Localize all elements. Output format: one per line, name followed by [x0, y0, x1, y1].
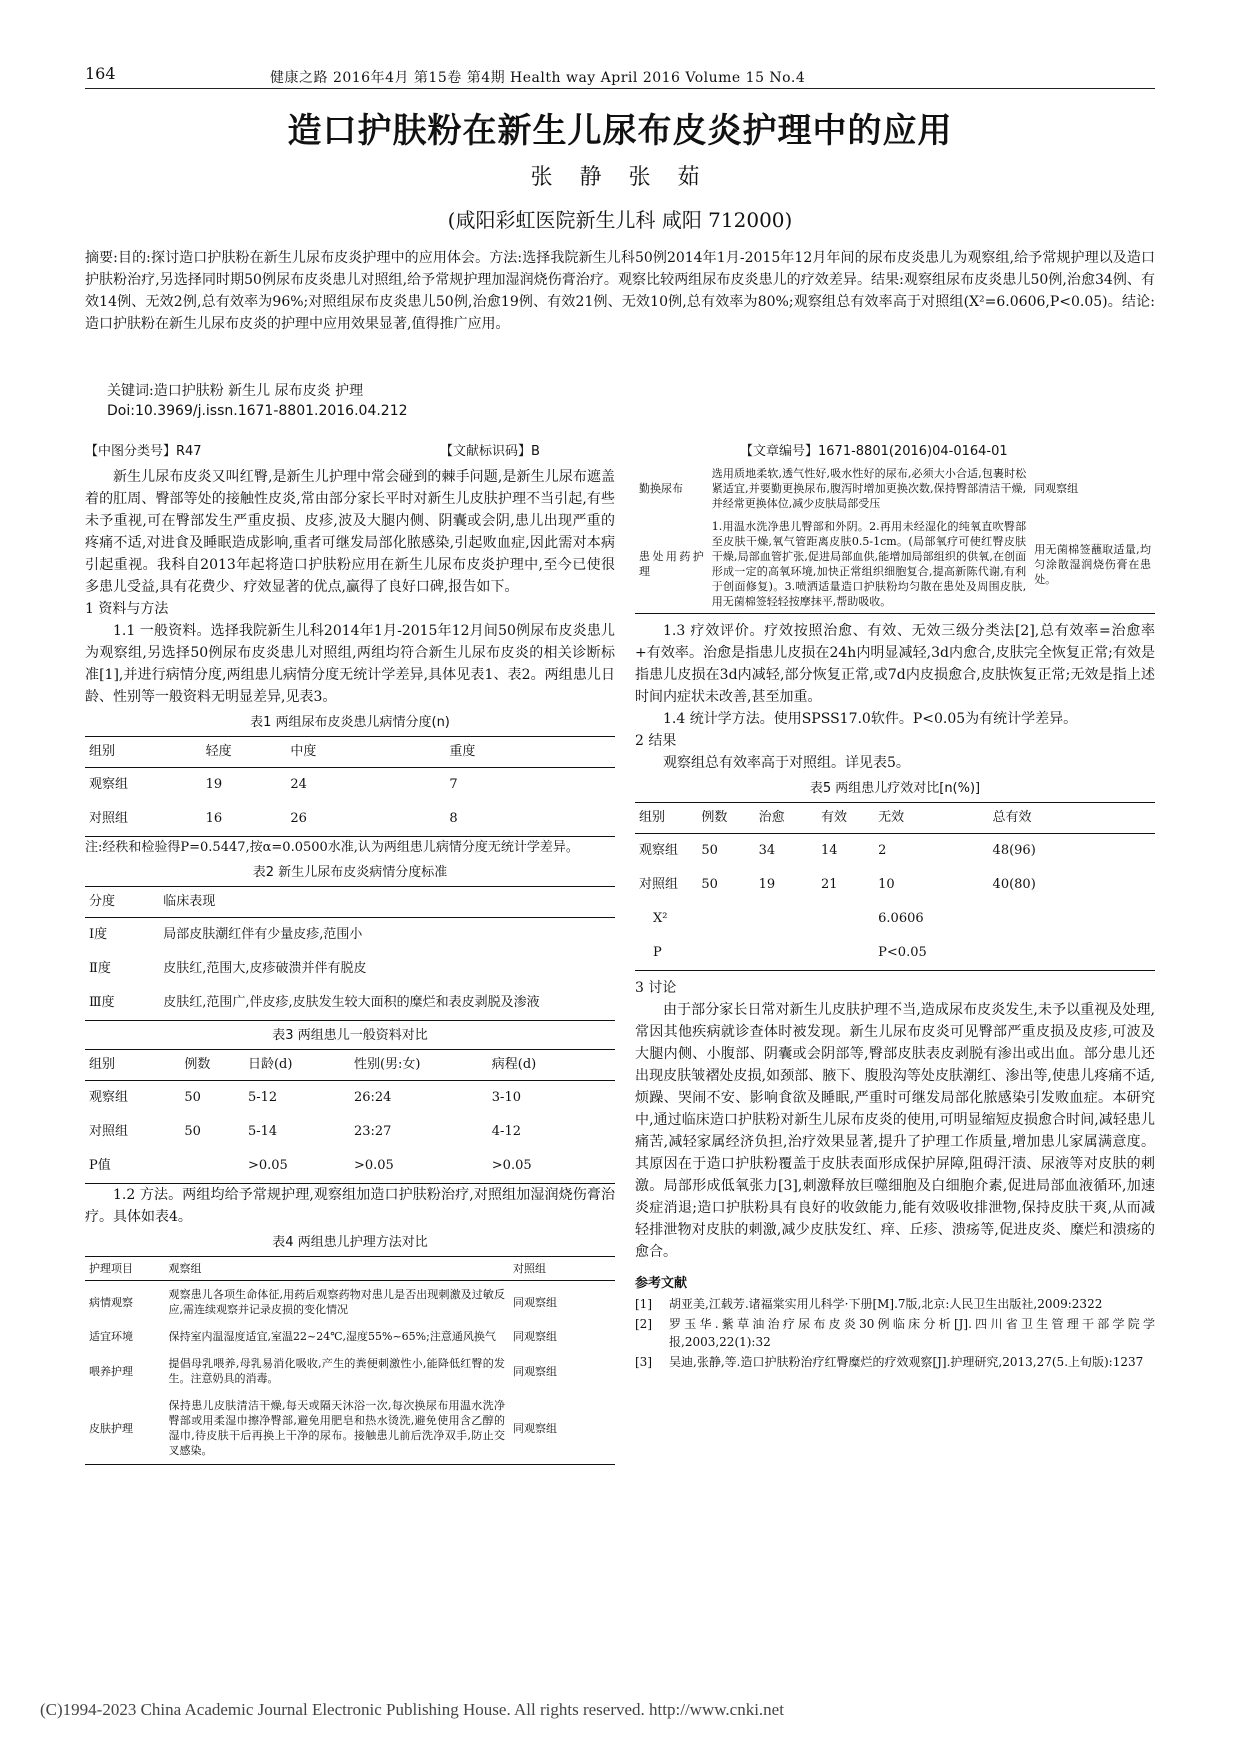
table-cell: 喂养护理: [89, 1364, 133, 1378]
right-column: [635, 462, 1155, 1373]
table-cell: 50: [701, 843, 718, 858]
table-cell: 7: [449, 777, 458, 792]
table-cell: 4-12: [491, 1124, 521, 1139]
table-cell: Ⅰ度: [89, 927, 108, 942]
table-cell: 14: [820, 843, 838, 858]
table-row: [635, 515, 1155, 614]
table-cell: 19: [205, 777, 223, 792]
table-row: [85, 802, 615, 837]
table-cell: >0.05: [491, 1158, 532, 1173]
table-header: 重度: [445, 737, 615, 768]
page-number: 164: [85, 64, 116, 83]
table-cell: 2: [878, 843, 887, 858]
table5-caption: 表5 两组患儿疗效对比[n(%)]: [809, 781, 981, 796]
table-cell: 24: [290, 777, 307, 792]
table-cell: 适宜环境: [89, 1330, 133, 1343]
section-heading: 1 资料与方法: [85, 601, 169, 617]
table-cell: >0.05: [353, 1158, 394, 1173]
table-cell: [755, 902, 817, 936]
table-header: 性别(男:女): [350, 1050, 488, 1081]
table-header: 对照组: [509, 1257, 615, 1281]
table-cell: 26:24: [353, 1090, 392, 1105]
reference-number: [3]: [635, 1355, 652, 1369]
keywords: 关键词:造口护肤粉 新生儿 尿布皮炎 护理: [107, 383, 364, 399]
copyright-footer: (C)1994-2023 China Academic Journal Electronic Publishing House. All rights reserved. http://www.cnki.net: [40, 1700, 784, 1719]
table-cell: 3-10: [491, 1090, 521, 1105]
table-header: 临床表现: [159, 887, 615, 918]
table-cell: 同观察组: [513, 1330, 557, 1343]
table-cell: P: [653, 945, 662, 960]
table-cell: P<0.05: [878, 945, 927, 960]
table-cell: [697, 902, 754, 936]
table-header: 中度: [286, 737, 445, 768]
table-cell: 19: [758, 877, 776, 892]
table-cell: P值: [89, 1158, 111, 1173]
table-cell: 1.用温水洗净患儿臀部和外阴。2.再用未经湿化的纯氧直吹臀部至皮肤干燥,氧气管距离皮肤0.5-1cm。(局部氧疗可使红臀皮肤干燥,局部血管扩张,促进局部血供,能增加局部组织的供氧,在创面形成一定的高氧环境,加快正常组织细胞复合,提高新陈代谢,有利于创面修复)。3.喷洒适量造口护肤粉均匀散在患处及周围皮肤,用无菌棉签轻轻按摩抹平,帮助吸收。: [711, 520, 1027, 608]
document-code: 【文献标识码】B: [440, 444, 540, 459]
table-row: [85, 1350, 615, 1392]
table-row: [635, 936, 1155, 971]
table-header: 有效: [817, 803, 874, 834]
table-cell: 皮肤护理: [89, 1421, 133, 1435]
results-paragraph: 观察组总有效率高于对照组。详见表5。: [663, 755, 910, 771]
table-cell: 26: [290, 811, 307, 826]
table5: [635, 802, 1155, 971]
methods-paragraph: 1.2 方法。两组均给予常规护理,观察组加造口护肤粉治疗,对照组加湿润烧伤膏治疗。具体如表4。: [85, 1187, 615, 1225]
journal-info: 健康之路 2016年4月 第15卷 第4期 Health way April 2016 Volume 15 No.4: [270, 70, 806, 86]
left-column: [85, 466, 615, 1465]
table-cell: 同观察组: [513, 1295, 557, 1309]
table1-caption: 表1 两组尿布皮炎患儿病情分度(n): [250, 715, 450, 730]
section-heading: 2 结果: [635, 733, 677, 749]
table-cell: [697, 936, 754, 971]
table-cell: 6.0606: [878, 911, 924, 926]
table2: [85, 886, 615, 1021]
table-cell: 同观察组: [1034, 482, 1079, 495]
doi: Doi:10.3969/j.issn.1671-8801.2016.04.212: [107, 403, 408, 419]
running-header: [85, 64, 1155, 94]
table-header: 观察组: [165, 1257, 510, 1281]
table-header: 日龄(d): [244, 1050, 350, 1081]
table-header: 组别: [635, 803, 697, 834]
table-cell: 观察组: [89, 777, 129, 792]
table3-caption: 表3 两组患儿一般资料对比: [272, 1028, 428, 1043]
table-cell: Ⅱ度: [89, 961, 111, 976]
table-cell: 50: [184, 1124, 201, 1139]
table3: [85, 1049, 615, 1184]
table-cell: 同观察组: [513, 1421, 557, 1435]
efficacy-paragraph: 1.3 疗效评价。疗效按照治愈、有效、无效三级分类法[2],总有效率=治愈率+有效率。治愈是指患儿皮损在24h内明显减轻,3d内愈合,皮肤完全恢复正常;有效是指患儿皮损在3d内减轻,部分恢复正常,或7d内皮损愈合,皮肤恢复正常;无效是指上述时间内症状未改善,甚至加重。: [635, 623, 1155, 705]
discussion-paragraph: 由于部分家长日常对新生儿皮肤护理不当,造成尿布皮炎发生,未予以重视及处理,常因其他疾病就诊查体时被发现。新生儿尿布皮炎可见臀部严重皮损及皮疹,可波及大腿内侧、小腹部、阴囊或会阴部等,臀部皮肤表皮剥脱有渗出或出血。部分患儿还出现皮肤皱褶处皮损,如颈部、腋下、腹股沟等处皮肤潮红、渗出等,使患儿疼痛不适,烦躁、哭闹不安、影响食欲及睡眠,严重时可继发局部化脓感染引发败血症。本研究中,通过临床造口护肤粉对新生儿尿布皮炎的使用,可明显缩短皮损愈合时间,减轻患儿痛苦,减轻家属经济负担,治疗效果显著,提升了护理工作质量,增加患儿家属满意度。其原因在于造口护肤粉覆盖于皮肤表面形成保护屏障,阻碍汗渍、尿液等对皮肤的刺激。局部形成低氧张力[3],刺激释放巨噬细胞及白细胞介素,促进局部血液循环,加速炎症消退;造口护肤粉具有良好的收敛能力,能有效吸收排泄物,保持皮肤干爽,从而减轻排泄物对皮肤的刺激,减少皮肤发红、痒、丘疹、溃疡等,促进皮炎、糜烂和溃疡的愈合。: [635, 1002, 1155, 1260]
table-header: 组别: [85, 737, 202, 768]
table-cell: 观察组: [639, 843, 679, 858]
table-row: [85, 768, 615, 803]
table-cell: 观察患儿各项生命体征,用药后观察药物对患儿是否出现刺激及过敏反应,需连续观察并记录皮损的变化情况: [168, 1288, 505, 1316]
table-cell: [989, 936, 1155, 971]
table-cell: [817, 902, 874, 936]
table-row: [85, 1149, 615, 1184]
table4: [85, 1256, 615, 1465]
table-cell: 50: [701, 877, 718, 892]
table-cell: [989, 902, 1155, 936]
table-cell: 50: [184, 1090, 201, 1105]
table-cell: 21: [820, 877, 838, 892]
intro-paragraph: 新生儿尿布皮炎又叫红臀,是新生儿护理中常会碰到的棘手问题,是新生儿尿布遮盖着的肛周、臀部等处的接触性皮炎,常由部分家长平时对新生儿皮肤护理不当引起,有些未予重视,可在臀部发生严重皮损、皮疹,波及大腿内侧、阴囊或会阴,患儿出现严重的疼痛不适,对进食及睡眠造成影响,重者可继发局部化脓感染,引起败血症,因此需对本病引起重视。我科自2013年起将造口护肤粉应用在新生儿尿布皮炎护理中,至今已使很多患儿受益,具有花费少、疗效显著的优点,赢得了良好口碑,报告如下。: [85, 469, 615, 595]
general-data-paragraph: 1.1 一般资料。选择我院新生儿科2014年1月-2015年12月间50例尿布皮炎患儿为观察组,另选择50例尿布皮炎患儿对照组,两组均符合新生儿尿布皮炎的相关诊断标准[1],并进行病情分度,两组患儿病情分度无统计学差异,具体见表1、表2。两组患儿日龄、性别等一般资料无明显差异,见表3。: [85, 623, 615, 705]
references-list: [635, 1295, 1155, 1371]
article-title: 造口护肤粉在新生儿尿布皮炎护理中的应用: [287, 111, 953, 151]
reference-text: 胡亚美,江载芳.诸福棠实用儿科学·下册[M].7版,北京:人民卫生出版社,2009:2322: [669, 1297, 1103, 1311]
table-cell: 48(96): [992, 843, 1036, 858]
table-cell: 用无菌棉签蘸取适量,均匀涂散湿润烧伤膏在患处。: [1034, 542, 1151, 586]
table-header: 例数: [697, 803, 754, 834]
table1: [85, 736, 615, 837]
table-cell: 患处用药护理: [639, 550, 704, 578]
table-header: 例数: [180, 1050, 244, 1081]
table-header: 组别: [85, 1050, 180, 1081]
table-header: 总有效: [989, 803, 1155, 834]
table-row: [635, 834, 1155, 869]
table-header: 分度: [85, 887, 159, 918]
table-row: [85, 1392, 615, 1465]
table-cell: 病情观察: [89, 1295, 133, 1309]
table-row: [85, 986, 615, 1021]
table-row: [635, 462, 1155, 515]
table-cell: 5-14: [247, 1124, 278, 1139]
table-cell: 皮肤红,范围广,伴皮疹,皮肤发生较大面积的糜烂和表皮剥脱及渗液: [163, 995, 540, 1010]
table-row: [85, 1281, 615, 1324]
table4-continued: [635, 462, 1155, 614]
table-cell: X²: [653, 911, 668, 926]
table-cell: 5-12: [247, 1090, 278, 1105]
table-row: [85, 1115, 615, 1149]
table-cell: 皮肤红,范围大,皮疹破溃并伴有脱皮: [163, 961, 367, 976]
table-header: 护理项目: [85, 1257, 165, 1281]
table-cell: 40(80): [992, 877, 1036, 892]
table-row: [635, 868, 1155, 902]
header-rule: [85, 88, 1155, 89]
table-row: [85, 918, 615, 953]
table-cell: 23:27: [353, 1124, 392, 1139]
table-cell: 8: [449, 811, 458, 826]
table-cell: 对照组: [89, 1124, 129, 1139]
reference-text: 罗玉华.紫草油治疗尿布皮炎30例临床分析[J].四川省卫生管理干部学院学报,2003,22(1):32: [669, 1317, 1155, 1349]
table-cell: 34: [758, 843, 776, 858]
abstract: 摘要:目的:探讨造口护肤粉在新生儿尿布皮炎护理中的应用体会。方法:选择我院新生儿科50例2014年1月-2015年12月年间的尿布皮炎患儿为观察组,给予常规护理以及造口护肤粉治疗,另选择同时期50例尿布皮炎患儿对照组,给予常规护理加湿润烧伤膏治疗。观察比较两组尿布皮炎患儿的疗效差异。结果:观察组尿布皮炎患儿50例,治愈34例、有效14例、无效2例,总有效率为96%;对照组尿布皮炎患儿50例,治愈19例、有效21例、无效10例,总有效率为80%;观察组总有效率高于对照组(X²=6.0606,P<0.05)。结论:造口护肤粉在新生儿尿布皮炎的护理中应用效果显著,值得推广应用。: [85, 250, 1155, 332]
table-cell: Ⅲ度: [89, 995, 115, 1010]
section-heading: 3 讨论: [635, 980, 677, 996]
table-cell: [180, 1149, 244, 1184]
table-cell: 局部皮肤潮红伴有少量皮疹,范围小: [163, 927, 363, 942]
references-heading: 参考文献: [635, 1276, 688, 1291]
reference-item: [635, 1315, 1155, 1351]
reference-item: [635, 1353, 1155, 1371]
table-cell: 对照组: [89, 811, 129, 826]
table-cell: 同观察组: [513, 1364, 557, 1378]
table-row: [85, 1323, 615, 1350]
article-number: 【文章编号】1671-8801(2016)04-0164-01: [740, 444, 1008, 459]
table-header: 无效: [874, 803, 988, 834]
reference-number: [1]: [635, 1297, 652, 1311]
table-cell: 保持室内温湿度适宜,室温22~24℃,湿度55%~65%;注意通风换气: [168, 1330, 496, 1343]
table-cell: 勤换尿布: [639, 482, 683, 495]
table-header: 治愈: [755, 803, 817, 834]
table1-note: 注:经秩和检验得P=0.5447,按α=0.0500水准,认为两组患儿病情分度无统计学差异。: [85, 840, 579, 855]
table4-caption: 表4 两组患儿护理方法对比: [272, 1235, 428, 1250]
table-cell: 对照组: [639, 877, 679, 892]
table-row: [85, 1081, 615, 1116]
table-row: [635, 902, 1155, 936]
table-header: 病程(d): [488, 1050, 615, 1081]
clc-number: 【中图分类号】R47: [85, 444, 202, 459]
reference-text: 吴迪,张静,等.造口护肤粉治疗红臀糜烂的疗效观察[J].护理研究,2013,27(5.上旬版):1237: [669, 1355, 1144, 1369]
statistics-paragraph: 1.4 统计学方法。使用SPSS17.0软件。P<0.05为有统计学差异。: [663, 711, 1078, 727]
table-cell: 10: [878, 877, 895, 892]
table-cell: 16: [205, 811, 223, 826]
reference-item: [635, 1295, 1155, 1313]
table-cell: >0.05: [247, 1158, 288, 1173]
table-cell: 观察组: [89, 1090, 129, 1105]
table-cell: 保持患儿皮肤清洁干燥,每天或隔天沐浴一次,每次换尿布用温水洗净臀部或用柔湿巾擦净臀部,避免用肥皂和热水烫洗,避免使用含乙醇的湿巾,待皮肤干后再换上干净的尿布。接触患儿前后洗净双手,防止交叉感染。: [168, 1399, 505, 1457]
table-cell: [817, 936, 874, 971]
table2-caption: 表2 新生儿尿布皮炎病情分度标准: [252, 865, 448, 880]
affiliation: (咸阳彩虹医院新生儿科 咸阳 712000): [447, 208, 793, 232]
reference-number: [2]: [635, 1317, 652, 1331]
table-header: 轻度: [202, 737, 287, 768]
table-cell: [755, 936, 817, 971]
table-cell: 提倡母乳喂养,母乳易消化吸收,产生的粪便刺激性小,能降低红臀的发生。注意奶具的消毒。: [168, 1357, 505, 1385]
table-row: [85, 952, 615, 986]
authors: 张 静 张 茹: [530, 165, 710, 190]
table-cell: 选用质地柔软,透气性好,吸水性好的尿布,必须大小合适,包裹时松紧适宜,并要勤更换尿布,腹泻时增加更换次数,保持臀部清洁干燥,并经常更换体位,减少皮肤局部受压: [711, 467, 1027, 510]
